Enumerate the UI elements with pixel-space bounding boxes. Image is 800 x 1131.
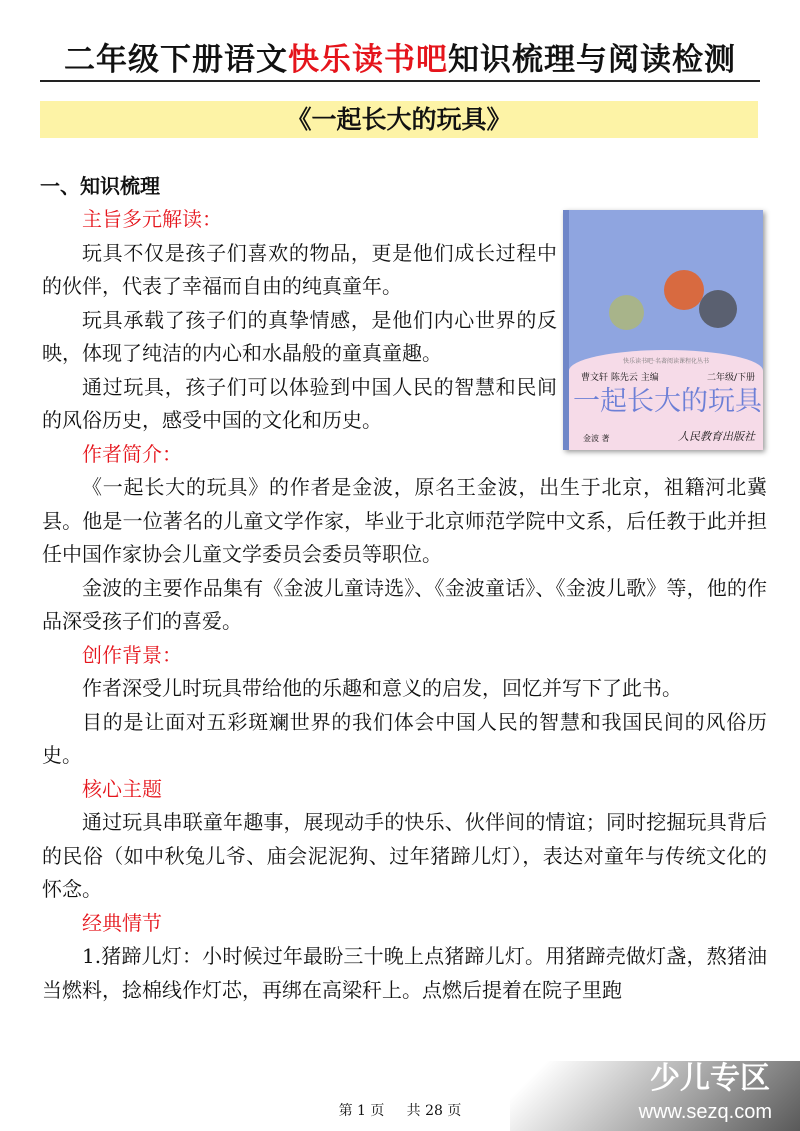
- section-heading: 一、知识梳理: [40, 174, 160, 198]
- page-total: 共 28 页: [406, 1103, 462, 1119]
- watermark-url: www.sezq.com: [638, 1101, 772, 1123]
- cover-editors: 曹文轩 陈先云 主编: [581, 373, 659, 383]
- title-highlight: 快乐读书吧: [288, 42, 448, 78]
- block-heading: 创作背景：: [82, 642, 182, 667]
- watermark-brand: 少儿专区: [650, 1061, 770, 1096]
- cover-title: 一起长大的玩具: [573, 386, 762, 417]
- paragraph: 通过玩具串联童年趣事，展现动手的快乐、伙伴间的情谊；同时挖掘玩具背后的民俗（如中秋兔儿爷、庙会泥泥狗、过年猪蹄儿灯），表达对童年与传统文化的怀念。: [42, 810, 767, 901]
- watermark: [510, 1061, 800, 1131]
- paragraph: 通过玩具，孩子们可以体验到中国人民的智慧和民间的风俗历史，感受中国的文化和历史。: [42, 374, 557, 432]
- paragraph: 1.猪蹄儿灯：小时候过年最盼三十晚上点猪蹄儿灯。用猪蹄壳做灯盏，熬猪油当燃料，捻棉线作灯芯，再绑在高梁秆上。点燃后提着在院子里跑: [42, 944, 767, 1002]
- block-theme: [42, 203, 767, 438]
- cover-publisher: 人民教育出版社: [678, 430, 755, 443]
- title-part: 二年级下册语文: [64, 42, 288, 78]
- page-number: 第 1 页: [338, 1103, 385, 1119]
- cover-author: 金波 著: [583, 434, 610, 443]
- title-divider: [40, 80, 760, 82]
- book-banner: 《一起长大的玩具》: [40, 101, 758, 138]
- title-part: 知识梳理与阅读检测: [448, 42, 736, 78]
- block-heading: 经典情节: [82, 910, 162, 935]
- cover-series: 快乐读书吧·名著阅读课程化丛书: [623, 358, 709, 365]
- document-body: [42, 203, 767, 1007]
- paragraph: 玩具不仅是孩子们喜欢的物品，更是他们成长过程中的伙伴，代表了幸福而自由的纯真童年。: [42, 240, 557, 298]
- paragraph: 玩具承载了孩子们的真挚情感，是他们内心世界的反映，体现了纯洁的内心和水晶般的童真童趣。: [42, 307, 557, 365]
- document-title: [0, 34, 800, 79]
- block-heading: 作者简介：: [82, 441, 182, 466]
- block-heading: 核心主题: [82, 776, 162, 801]
- block-heading: 主旨多元解读：: [82, 207, 222, 231]
- cover-grade: 二年级/下册: [706, 373, 755, 383]
- paragraph: 目的是让面对五彩斑斓世界的我们体会中国人民的智慧和我国民间的风俗历史。: [42, 709, 767, 767]
- paragraph: 作者深受儿时玩具带给他的乐趣和意义的启发，回忆并写下了此书。: [82, 676, 682, 700]
- paragraph: 《一起长大的玩具》的作者是金波，原名王金波，出生于北京，祖籍河北冀县。他是一位著名的儿童文学作家，毕业于北京师范学院中文系，后任教于此并担任中国作家协会儿童文学委员会委员等职位。: [42, 475, 767, 566]
- paragraph: 金波的主要作品集有《金波儿童诗选》、《金波童话》、《金波儿歌》等，他的作品深受孩子们的喜爱。: [42, 575, 767, 633]
